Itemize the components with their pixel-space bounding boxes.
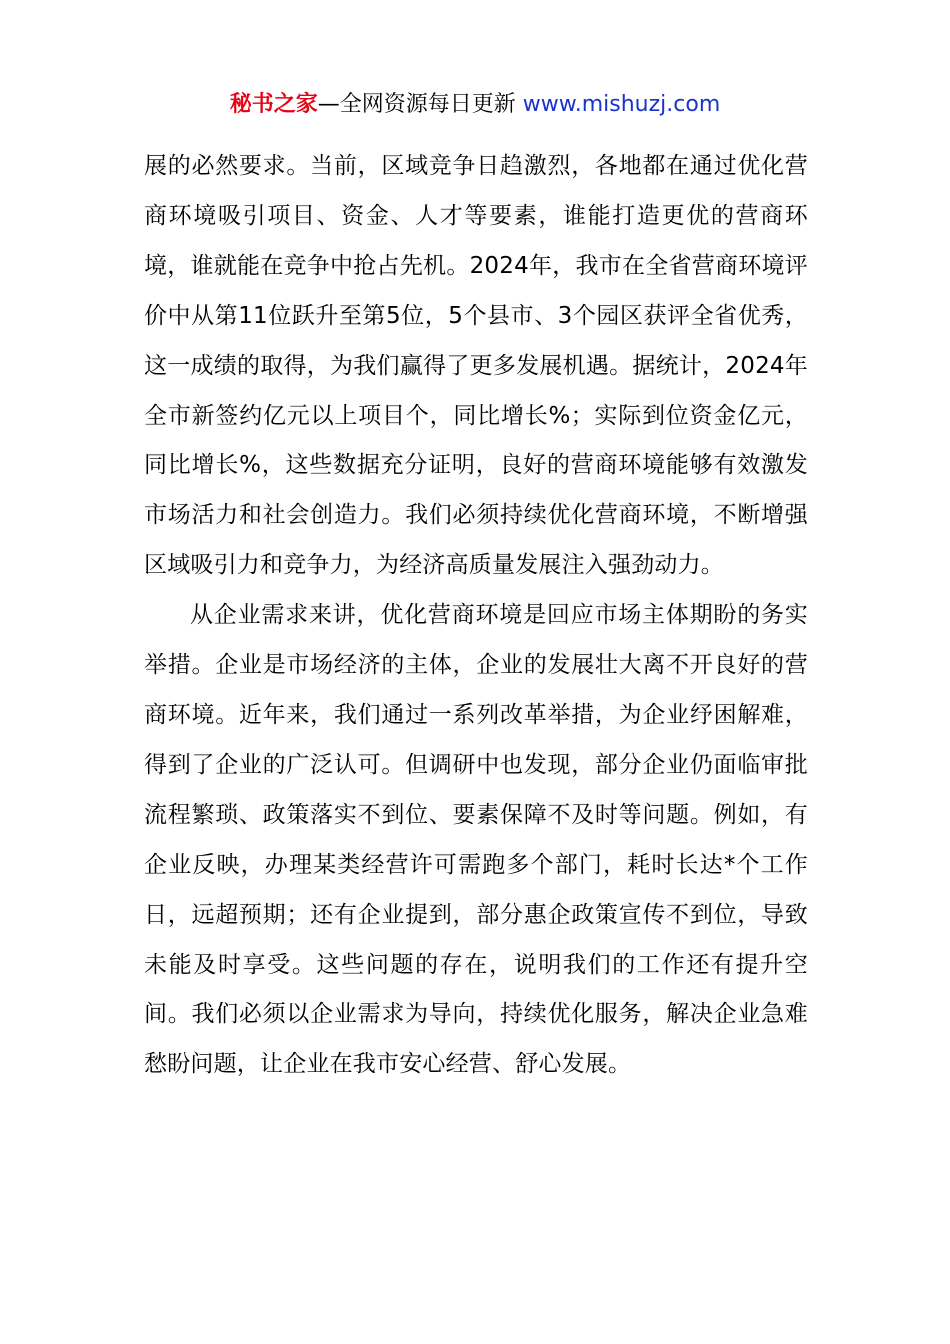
paragraph-continued: 展的必然要求。当前，区域竞争日趋激烈，各地都在通过优化营商环境吸引项目、资金、人才等要素，谁能打造更优的营商环境，谁就能在竞争中抢占先机。2024年，我市在全省营商环境评价中从第11位跃升至第5位，5个县市、3个园区获评全省优秀，这一成绩的取得，为我们赢得了更多发展机遇。据统计，2024年全市新签约亿元以上项目个，同比增长%；实际到位资金亿元，同比增长%，这些数据充分证明，良好的营商环境能够有效激发市场活力和社会创造力。我们必须持续优化营商环境，不断增强区域吸引力和竞争力，为经济高质量发展注入强劲动力。 (144, 153, 808, 579)
paragraph-enterprise-needs: 从企业需求来讲，优化营商环境是回应市场主体期盼的务实举措。企业是市场经济的主体，企业的发展壮大离不开良好的营商环境。近年来，我们通过一系列改革举措，为企业纾困解难，得到了企业的广泛认可。但调研中也发现，部分企业仍面临审批流程繁琐、政策落实不到位、要素保障不及时等问题。例如，有企业反映，办理某类经营许可需跑多个部门，耗时长达*个工作日，远超预期；还有企业提到，部分惠企政策宣传不到位，导致未能及时享受。这些问题的存在，说明我们的工作还有提升空间。我们必须以企业需求为导向，持续优化服务，解决企业急难愁盼问题，让企业在我市安心经营、舒心发展。 (144, 602, 808, 1078)
site-brand: 秘书之家 (229, 92, 318, 117)
site-tagline: —全网资源每日更新 (317, 92, 523, 117)
page-header (0, 88, 950, 122)
document-body (144, 142, 808, 1090)
site-url[interactable]: www.mishuzj.com (522, 92, 721, 117)
